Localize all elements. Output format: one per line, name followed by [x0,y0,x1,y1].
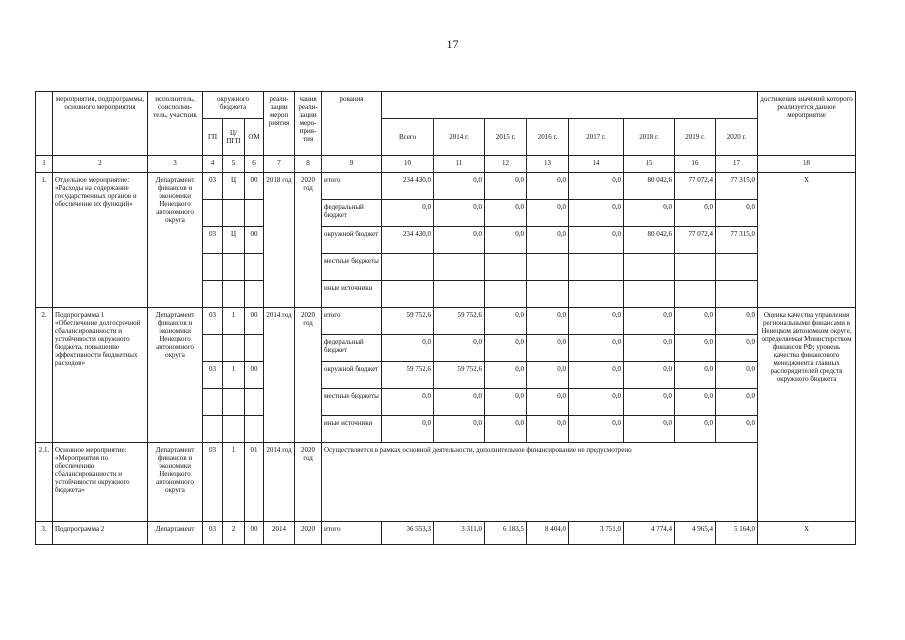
code-cs: 1 [223,362,245,389]
column-number: 9 [322,156,382,173]
row-number: 1. [36,173,53,308]
table-row [36,522,856,545]
code-gp [203,416,223,443]
value-cell: 8 404,0 [527,522,569,545]
header-cell-number [36,92,53,156]
value-cell [624,281,675,308]
code-cs [223,281,245,308]
value-cell: 0,0 [434,173,485,200]
value-cell: 0,0 [485,173,527,200]
code-cs: Ц [223,173,245,200]
event-name: Подпрограмма 1 «Обеспечение долгосрочной сбалансированности и устойчивости окружного бюджета, повышение эффективности бюджетных расходов» [53,308,148,443]
value-cell: 0,0 [716,416,758,443]
row-number: 3. [36,522,53,545]
event-name: Основное мероприятие: «Мероприятия по обеспечению сбалансированности и устойчивости окружного бюджета» [53,443,148,522]
column-numbers-row [36,156,856,173]
value-cell: 77 072,4 [675,173,716,200]
code-gp [203,389,223,416]
value-cell: 0,0 [569,227,624,254]
value-cell: 80 042,6 [624,227,675,254]
funding-source: окружной бюджет [322,362,382,389]
code-om: 00 [245,522,264,545]
code-om [245,335,264,362]
value-cell: 0,0 [485,416,527,443]
funding-source: иные источники [322,281,382,308]
start-year: 2018 год [264,173,295,308]
budget-table [35,91,856,545]
column-number: 8 [295,156,322,173]
value-cell: 0,0 [485,308,527,335]
funding-source: местные бюджеты [322,254,382,281]
value-cell [434,254,485,281]
value-cell: 6 183,5 [485,522,527,545]
column-number: 16 [675,156,716,173]
funding-source: местные бюджеты [322,389,382,416]
value-cell: 0,0 [434,335,485,362]
value-cell: 77 315,0 [716,173,758,200]
code-om [245,389,264,416]
header-year: 2019 г. [675,119,716,156]
code-om: 00 [245,362,264,389]
value-cell: 0,0 [624,335,675,362]
code-gp: 03 [203,227,223,254]
header-year: 2018 г. [624,119,675,156]
code-cs [223,335,245,362]
column-number: 10 [382,156,434,173]
column-number: 17 [716,156,758,173]
value-cell: 0,0 [569,389,624,416]
start-year: 2014 год [264,443,295,522]
value-cell: 234 430,0 [382,173,434,200]
value-cell: 59 752,6 [434,308,485,335]
value-cell [569,281,624,308]
start-year: 2014 [264,522,295,545]
code-om [245,254,264,281]
executor-name: Департамент финансов и экономики Ненецкого автономного округа [148,443,203,522]
code-gp [203,254,223,281]
value-cell: 0,0 [624,416,675,443]
value-cell: 4 965,4 [675,522,716,545]
funding-source: федеральный бюджет [322,200,382,227]
value-cell: 3 311,0 [434,522,485,545]
code-gp: 03 [203,522,223,545]
event-name: Отдельное мероприятие: «Расходы на содержание государственных органов и обеспечение их функций» [53,173,148,308]
value-cell: 0,0 [527,335,569,362]
value-cell: 0,0 [434,227,485,254]
value-cell [527,254,569,281]
funding-source: иные источники [322,416,382,443]
executor-name: Департамент [148,522,203,545]
result-indicator: Оценка качества управления региональными финансами в Ненецком автономном округе, определяемая Министерством финансов РФ; уровень качества финансового менеджмента главных распорядителей средств окружного бюджета [758,308,856,522]
header-total: Всего [382,119,434,156]
header-row-1 [36,92,856,119]
value-cell: 0,0 [624,200,675,227]
value-cell: 0,0 [382,335,434,362]
header-executor: исполнитель, соисполни- тель, участник [148,92,203,156]
end-year: 2020 год [295,308,322,443]
header-source: рования [322,92,382,156]
code-gp: 03 [203,173,223,200]
header-year: 2017 г. [569,119,624,156]
value-cell: 0,0 [716,308,758,335]
header-om: ОМ [245,119,264,156]
value-cell [434,281,485,308]
value-cell: 77 072,4 [675,227,716,254]
funding-source: итого [322,308,382,335]
funding-source: окружной бюджет [322,227,382,254]
header-year: 2016 г. [527,119,569,156]
funding-source: итого [322,173,382,200]
value-cell [485,281,527,308]
header-financing [382,92,758,119]
value-cell: 0,0 [624,362,675,389]
column-number: 14 [569,156,624,173]
executor-name: Департамент финансов и экономики Ненецкого автономного округа [148,173,203,308]
value-cell: 3 751,0 [569,522,624,545]
column-number: 2 [53,156,148,173]
start-year: 2014 год [264,308,295,443]
code-cs: 2 [223,522,245,545]
page-number: 17 [446,37,459,51]
value-cell: 4 774,4 [624,522,675,545]
value-cell: 0,0 [624,308,675,335]
value-cell: 0,0 [485,362,527,389]
column-number: 7 [264,156,295,173]
code-cs [223,389,245,416]
value-cell: 0,0 [675,389,716,416]
value-cell [716,281,758,308]
value-cell: 80 042,6 [624,173,675,200]
value-cell: 0,0 [434,389,485,416]
value-cell [382,254,434,281]
value-cell: 234 430,0 [382,227,434,254]
value-cell [675,254,716,281]
financing-note: Осуществляется в рамках основной деятельности, дополнительное финансирование не предусмотрено [322,443,758,522]
value-cell: 0,0 [485,335,527,362]
value-cell: 0,0 [716,362,758,389]
column-number: 11 [434,156,485,173]
header-gp: ГП [203,119,223,156]
value-cell: 0,0 [527,308,569,335]
value-cell: 0,0 [716,335,758,362]
column-number: 13 [527,156,569,173]
value-cell: 0,0 [569,416,624,443]
funding-source: федеральный бюджет [322,335,382,362]
header-budget-code: окружного бюджета [203,92,264,119]
value-cell: 0,0 [434,200,485,227]
row-number: 2.1. [36,443,53,522]
header-start: реали- зации мероп риятия [264,92,295,156]
value-cell: 0,0 [382,416,434,443]
column-number: 18 [758,156,856,173]
column-number: 1 [36,156,53,173]
header-year: 2014 г. [434,119,485,156]
header-year: 2020 г. [716,119,758,156]
code-om: 00 [245,308,264,335]
column-number: 6 [245,156,264,173]
header-cstgp: Ц/ПГП [223,119,245,156]
table-row [36,443,856,522]
end-year: 2020 год [295,173,322,308]
value-cell: 0,0 [527,200,569,227]
value-cell: 0,0 [569,308,624,335]
value-cell: 0,0 [675,335,716,362]
value-cell: 36 553,3 [382,522,434,545]
value-cell [527,281,569,308]
executor-name: Департамент финансов и экономики Ненецкого автономного округа [148,308,203,443]
result-indicator: Х [758,173,856,308]
column-number: 5 [223,156,245,173]
value-cell [569,254,624,281]
code-gp: 03 [203,362,223,389]
row-number: 2. [36,308,53,443]
value-cell: 0,0 [675,200,716,227]
result-indicator: Х [758,522,856,545]
column-number: 12 [485,156,527,173]
code-gp: 03 [203,443,223,522]
value-cell: 0,0 [434,416,485,443]
value-cell [485,254,527,281]
value-cell: 0,0 [527,416,569,443]
code-cs: 1 [223,308,245,335]
code-om: 00 [245,173,264,200]
code-om: 01 [245,443,264,522]
value-cell [382,281,434,308]
funding-source: итого [322,522,382,545]
value-cell: 0,0 [527,362,569,389]
value-cell: 0,0 [485,227,527,254]
column-number: 15 [624,156,675,173]
code-cs [223,254,245,281]
value-cell: 0,0 [382,389,434,416]
value-cell: 0,0 [569,173,624,200]
value-cell [675,281,716,308]
value-cell: 5 164,0 [716,522,758,545]
value-cell [716,254,758,281]
table-row [36,173,856,200]
column-number: 4 [203,156,223,173]
value-cell: 0,0 [569,335,624,362]
value-cell: 0,0 [675,416,716,443]
header-result: достижения значений которого реализуется данное мероприятие [758,92,856,156]
value-cell [624,254,675,281]
value-cell: 59 752,6 [434,362,485,389]
value-cell: 0,0 [569,362,624,389]
code-gp [203,200,223,227]
code-om [245,200,264,227]
code-gp [203,335,223,362]
code-om: 00 [245,227,264,254]
value-cell: 0,0 [527,227,569,254]
value-cell: 0,0 [569,200,624,227]
code-om [245,416,264,443]
column-number: 3 [148,156,203,173]
value-cell: 0,0 [527,173,569,200]
value-cell: 0,0 [716,200,758,227]
value-cell: 77 315,0 [716,227,758,254]
header-event: мероприятия, подпрограммы, основного мероприятия [53,92,148,156]
code-cs [223,416,245,443]
header-end: чания реали- зации меро- прия- тия [295,92,322,156]
code-gp [203,281,223,308]
value-cell: 0,0 [716,389,758,416]
value-cell: 0,0 [485,200,527,227]
value-cell: 0,0 [675,308,716,335]
code-cs [223,200,245,227]
table-row [36,308,856,335]
header-year: 2015 г. [485,119,527,156]
value-cell: 0,0 [675,362,716,389]
value-cell: 0,0 [485,389,527,416]
value-cell: 59 752,6 [382,362,434,389]
end-year: 2020 [295,522,322,545]
value-cell: 59 752,6 [382,308,434,335]
end-year: 2020 год [295,443,322,522]
value-cell: 0,0 [624,389,675,416]
value-cell: 0,0 [382,200,434,227]
code-om [245,281,264,308]
value-cell: 0,0 [527,389,569,416]
code-gp: 03 [203,308,223,335]
code-cs: 1 [223,443,245,522]
event-name: Подпрограмма 2 [53,522,148,545]
code-cs: Ц [223,227,245,254]
